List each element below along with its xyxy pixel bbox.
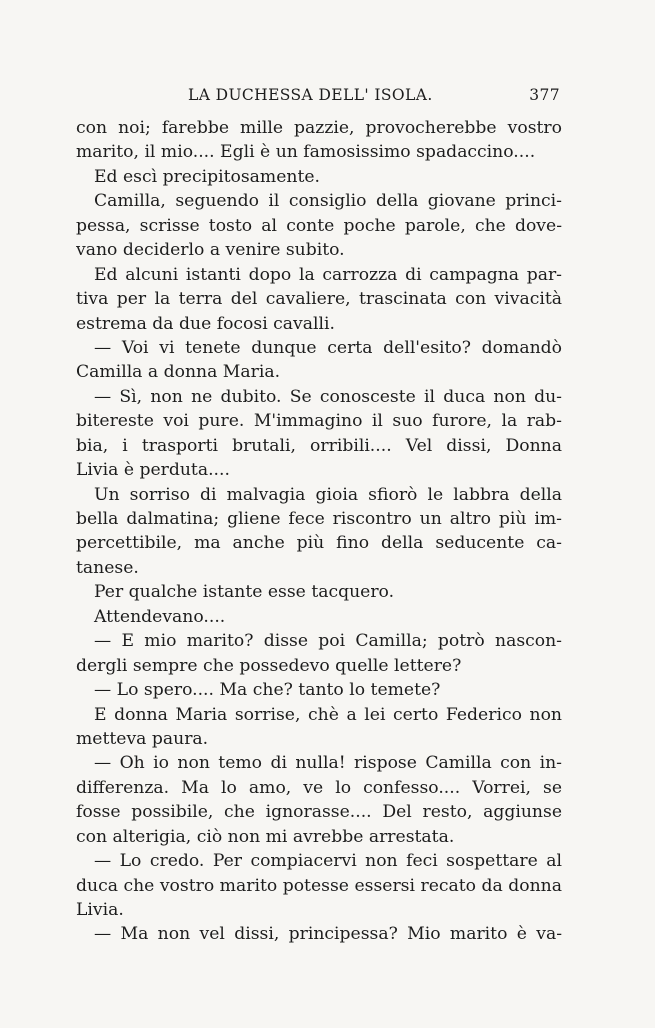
text-line: Per qualche istante esse tacquero. <box>94 582 395 603</box>
text-line: E donna Maria sorrise, chè a lei certo Federico non <box>94 704 562 725</box>
text-line: duca che vostro marito potesse essersi recato da donna <box>76 875 562 896</box>
text-line: Ed escì precipitosamente. <box>94 166 321 187</box>
running-title: LA DUCHESSA DELL' ISOLA. <box>188 86 433 104</box>
text-line: dergli sempre che possedevo quelle lettere? <box>76 655 462 676</box>
text-line: tanese. <box>76 557 139 578</box>
text-line: differenza. Ma lo amo, ve lo confesso.... Vorrei, se <box>76 777 562 798</box>
text-line: bitereste voi pure. M'immagino il suo furore, la rab- <box>76 411 562 432</box>
text-line: Livia è perduta.... <box>76 460 230 481</box>
body-text <box>76 116 562 947</box>
text-line: estrema da due focosi cavalli. <box>76 313 335 334</box>
page-number: 377 <box>529 86 560 104</box>
text-line: percettibile, ma anche più fino della seducente ca- <box>76 533 562 554</box>
text-line: Livia. <box>76 900 124 920</box>
running-header <box>76 86 564 110</box>
text-line: con alterigia, ciò non mi avrebbe arrestata. <box>76 826 455 847</box>
text-line: Ed alcuni istanti dopo la carrozza di campagna par- <box>94 264 562 285</box>
text-line: pessa, scrisse tosto al conte poche parole, che dove- <box>76 215 562 236</box>
text-line: marito, il mio.... Egli è un famosissimo spadaccino.... <box>76 142 536 163</box>
text-line: — E mio marito? disse poi Camilla; potrò nascon- <box>94 631 562 652</box>
text-line: — Sì, non ne dubito. Se conosceste il duca non du- <box>94 386 562 407</box>
text-line: metteva paura. <box>76 728 209 749</box>
text-line: — Oh io non temo di nulla! rispose Camilla con in- <box>94 753 562 774</box>
text-line: — Lo spero.... Ma che? tanto lo temete? <box>94 680 441 701</box>
text-line: Attendevano.... <box>94 606 226 627</box>
text-line: — Ma non vel dissi, principessa? Mio marito è va- <box>94 924 562 945</box>
text-line: bella dalmatina; gliene fece riscontro un altro più im- <box>76 509 562 529</box>
text-line: con noi; farebbe mille pazzie, provocherebbe vostro <box>76 118 562 138</box>
text-line: Un sorriso di malvagia gioia sfiorò le labbra della <box>94 484 562 505</box>
text-line: — Voi vi tenete dunque certa dell'esito? domandò <box>94 337 562 358</box>
text-line: Camilla, seguendo il consiglio della giovane princi- <box>94 191 562 212</box>
text-line: — Lo credo. Per compiacervi non feci sospettare al <box>94 851 562 872</box>
text-line: bia, i trasporti brutali, orribili.... Vel dissi, Donna <box>76 435 562 456</box>
text-line: Camilla a donna Maria. <box>76 362 281 383</box>
text-line: vano deciderlo a venire subito. <box>76 240 345 261</box>
text-line: fosse possibile, che ignorasse.... Del resto, aggiunse <box>76 802 562 823</box>
text-line: tiva per la terra del cavaliere, trascinata con vivacità <box>76 289 562 310</box>
